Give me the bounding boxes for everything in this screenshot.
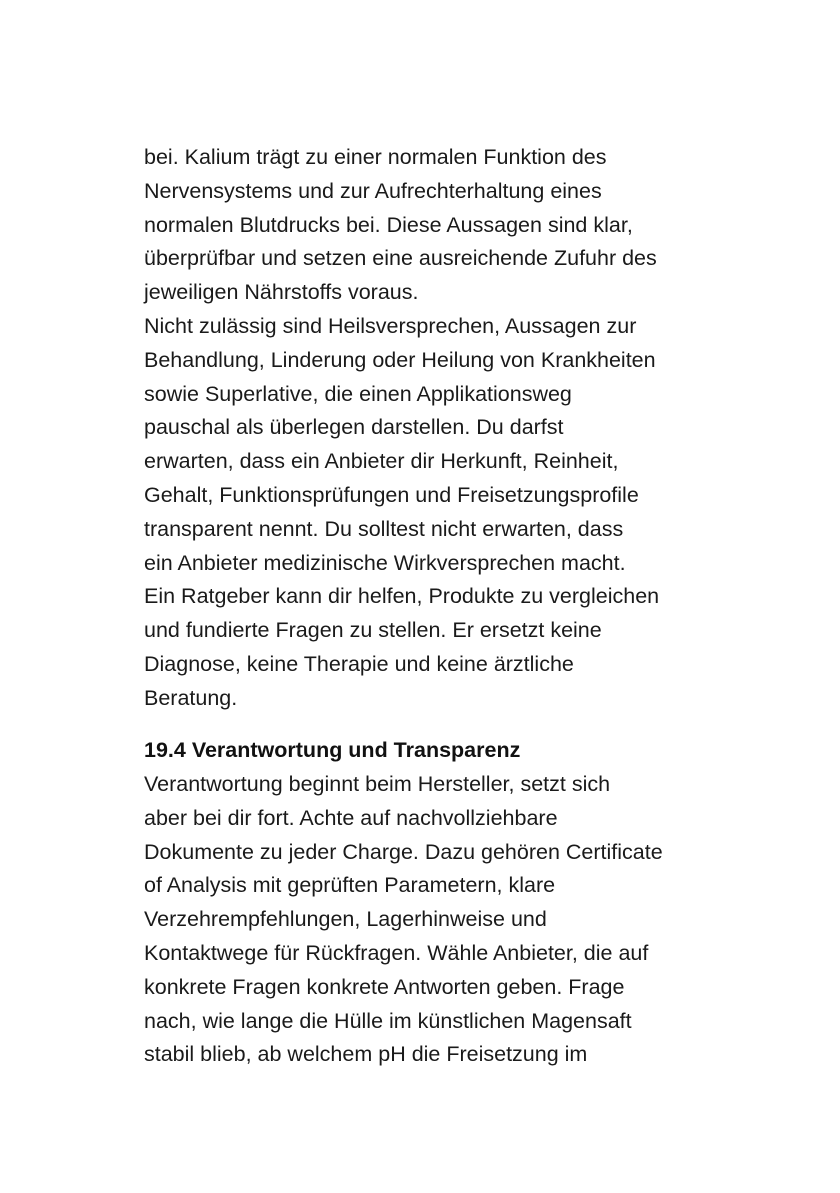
text-line: erwarten, dass ein Anbieter dir Herkunft, Reinheit, — [144, 449, 619, 474]
body-paragraph-1 — [144, 141, 724, 716]
text-line: Behandlung, Linderung oder Heilung von Krankheiten — [144, 347, 656, 372]
text-line: Verzehrempfehlungen, Lagerhinweise und — [144, 907, 547, 932]
text-line: normalen Blutdrucks bei. Diese Aussagen sind klar, — [144, 212, 633, 237]
text-line: ein Anbieter medizinische Wirkversprechen macht. — [144, 550, 626, 575]
text-line: Kontaktwege für Rückfragen. Wähle Anbieter, die auf — [144, 940, 649, 965]
text-line: jeweiligen Nährstoffs voraus. — [144, 280, 419, 305]
text-line: Verantwortung beginnt beim Hersteller, setzt sich — [144, 772, 611, 796]
text-line: aber bei dir fort. Achte auf nachvollziehbare — [144, 805, 558, 830]
text-line: Nicht zulässig sind Heilsversprechen, Aussagen zur — [144, 313, 637, 338]
text-line: Ein Ratgeber kann dir helfen, Produkte zu vergleichen — [144, 584, 660, 609]
text-line: Gehalt, Funktionsprüfungen und Freisetzungsprofile — [144, 482, 639, 507]
text-line: Dokumente zu jeder Charge. Dazu gehören Certificate — [144, 839, 663, 864]
body-paragraph-2 — [144, 768, 724, 1072]
text-line: Nervensystems und zur Aufrechterhaltung eines — [144, 178, 602, 203]
text-line: nach, wie lange die Hülle im künstlichen Magensaft — [144, 1008, 632, 1033]
text-line: of Analysis mit geprüften Parametern, klare — [144, 873, 556, 898]
text-line: sowie Superlative, die einen Applikationsweg — [144, 381, 572, 406]
text-line: und fundierte Fragen zu stellen. Er ersetzt keine — [144, 618, 602, 643]
text-line: stabil blieb, ab welchem pH die Freisetzung im — [144, 1042, 588, 1067]
text-line: Beratung. — [144, 685, 238, 710]
section-heading: 19.4 Verantwortung und Transparenz — [144, 738, 521, 762]
text-line: bei. Kalium trägt zu einer normalen Funktion des — [144, 145, 607, 169]
text-line: transparent nennt. Du solltest nicht erwarten, dass — [144, 516, 624, 541]
text-line: pauschal als überlegen darstellen. Du darfst — [144, 415, 564, 440]
text-line: Diagnose, keine Therapie und keine ärztliche — [144, 651, 574, 676]
text-line: überprüfbar und setzen eine ausreichende Zufuhr des — [144, 246, 657, 271]
text-line: konkrete Fragen konkrete Antworten geben. Frage — [144, 974, 625, 999]
